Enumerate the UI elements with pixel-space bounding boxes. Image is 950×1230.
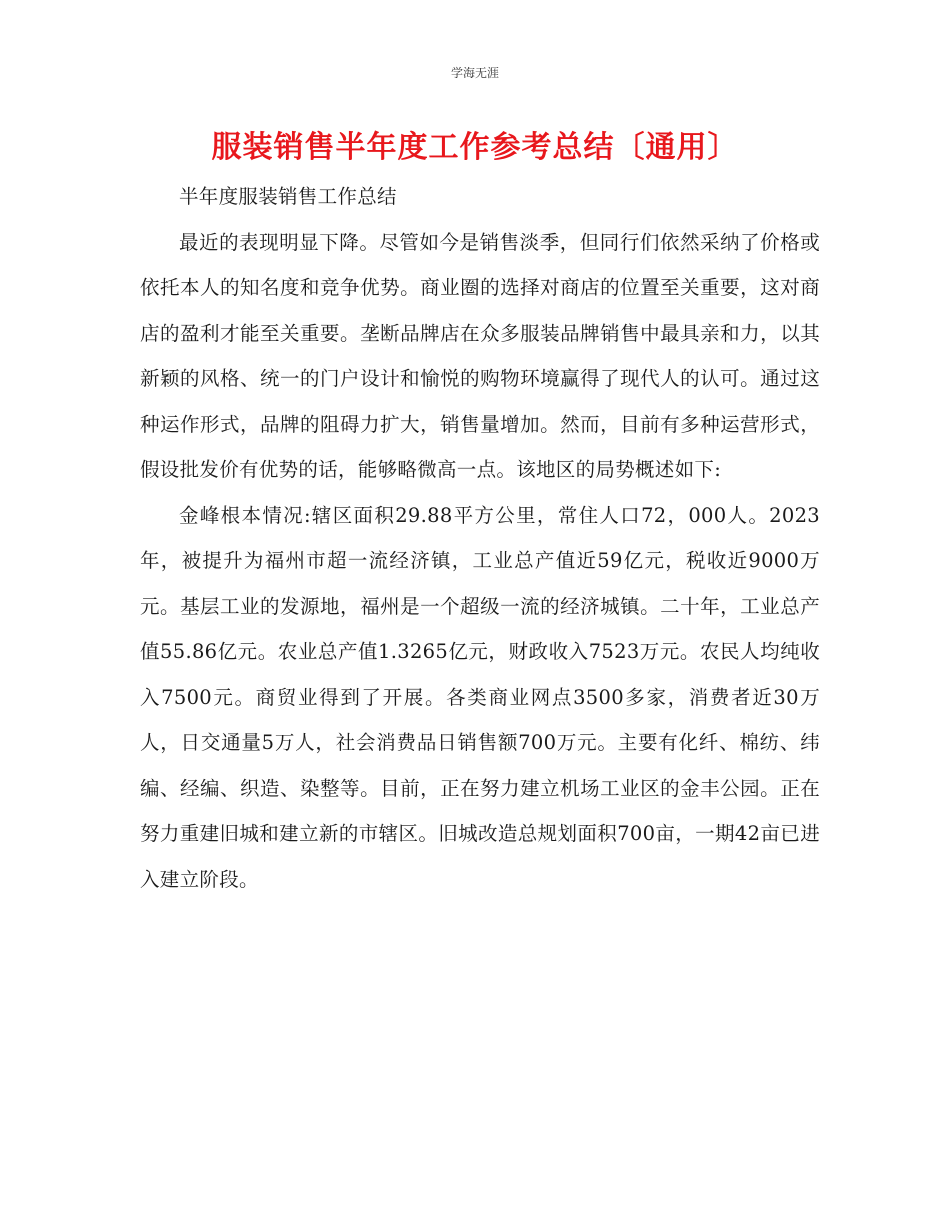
document-title: 服装销售半年度工作参考总结〔通用〕	[211, 130, 739, 165]
document-body	[140, 174, 820, 902]
paragraph-jinfeng-basics: 金峰根本情况:辖区面积29.88平方公里，常住人口72，000人。2023年，被提升为福州市超一流经济镇，工业总产值近59亿元，税收近9000万元。基层工业的发源地，福州是一个超级一流的经济城镇。二十年，工业总产值55.86亿元。农业总产值1.3265亿元，财政收入7523万元。农民人均纯收入7500元。商贸业得到了开展。各类商业网点3500多家，消费者近30万人，日交通量5万人，社会消费品日销售额700万元。主要有化纤、棉纺、纬编、经编、织造、染整等。目前，正在努力建立机场工业区的金丰公园。正在努力重建旧城和建立新的市辖区。旧城改造总规划面积700亩，一期42亩已进入建立阶段。	[140, 503, 820, 891]
paragraph-market-overview: 最近的表现明显下降。尽管如今是销售淡季，但同行们依然采纳了价格或依托本人的知名度和竞争优势。商业圈的选择对商店的位置至关重要，这对商店的盈利才能至关重要。垄断品牌店在众多服装品牌销售中最具亲和力，以其新颖的风格、统一的门户设计和愉悦的购物环境赢得了现代人的认可。通过这种运作形式，品牌的阻碍力扩大，销售量增加。然而，目前有多种运营形式，假设批发价有优势的话，能够略微高一点。该地区的局势概述如下:	[140, 230, 820, 481]
document-subtitle: 半年度服装销售工作总结	[179, 185, 397, 208]
page-header: 学海无涯	[450, 66, 499, 80]
